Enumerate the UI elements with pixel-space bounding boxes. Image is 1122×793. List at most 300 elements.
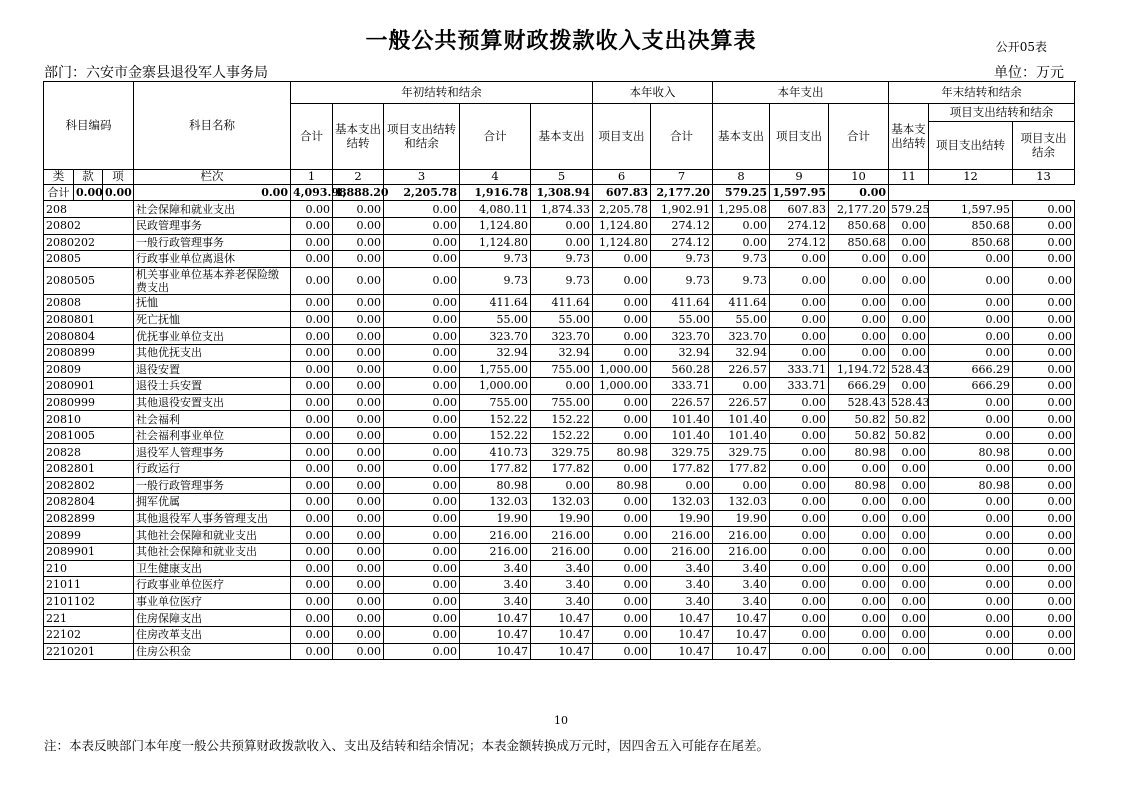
amount-cell: 0.00 (770, 328, 829, 345)
amount-cell: 1,124.80 (593, 217, 651, 234)
amount-cell: 323.70 (531, 328, 593, 345)
subject-name-cell: 其他社会保障和就业支出 (134, 527, 291, 544)
amount-cell: 19.90 (713, 510, 770, 527)
amount-cell: 0.00 (929, 251, 1013, 268)
header-group-income: 本年收入 (593, 82, 713, 104)
amount-cell: 3.40 (713, 560, 770, 577)
amount-cell: 0.00 (889, 217, 929, 234)
amount-cell: 10.47 (651, 643, 713, 660)
amount-cell: 10.47 (651, 610, 713, 627)
amount-cell: 0.00 (829, 560, 889, 577)
amount-cell: 0.00 (929, 544, 1013, 561)
amount-cell: 0.00 (1013, 577, 1075, 594)
subject-name-cell: 退役安置 (134, 361, 291, 378)
column-number: 6 (593, 170, 651, 185)
table-row (44, 593, 1075, 610)
amount-cell: 0.00 (713, 378, 770, 395)
amount-cell: 10.47 (460, 610, 531, 627)
column-number: 10 (829, 170, 889, 185)
amount-cell: 0.00 (889, 295, 929, 312)
amount-cell: 101.40 (651, 427, 713, 444)
amount-cell: 0.00 (1013, 510, 1075, 527)
amount-cell: 329.75 (651, 444, 713, 461)
total-cell: 579.25 (713, 184, 770, 201)
amount-cell: 0.00 (929, 593, 1013, 610)
amount-cell: 0.00 (593, 593, 651, 610)
amount-cell: 10.47 (460, 627, 531, 644)
amount-cell: 216.00 (713, 544, 770, 561)
amount-cell: 0.00 (829, 344, 889, 361)
amount-cell: 0.00 (770, 344, 829, 361)
amount-cell: 0.00 (829, 494, 889, 511)
amount-cell: 4,080.11 (460, 201, 531, 218)
subject-name-cell: 退役士兵安置 (134, 378, 291, 395)
subject-name-cell: 机关事业单位基本养老保险缴费支出 (134, 267, 291, 294)
amount-cell: 0.00 (384, 251, 460, 268)
header-end-project-carry: 项目支出结转 (929, 122, 1013, 170)
table-row (44, 344, 1075, 361)
amount-cell: 2,205.78 (593, 201, 651, 218)
amount-cell: 3.40 (460, 560, 531, 577)
amount-cell: 0.00 (291, 527, 333, 544)
amount-cell: 0.00 (384, 444, 460, 461)
amount-cell: 0.00 (333, 328, 384, 345)
amount-cell: 32.94 (460, 344, 531, 361)
amount-cell: 0.00 (713, 477, 770, 494)
amount-cell: 0.00 (1013, 267, 1075, 294)
table-row (44, 311, 1075, 328)
amount-cell: 0.00 (291, 544, 333, 561)
amount-cell: 1,295.08 (713, 201, 770, 218)
amount-cell: 0.00 (889, 234, 929, 251)
table-row (44, 577, 1075, 594)
total-cell: 2,205.78 (384, 184, 460, 201)
amount-cell: 0.00 (593, 527, 651, 544)
footnote: 注：本表反映部门本年度一般公共预算财政拨款收入、支出及结转和结余情况；本表金额转换成万元时，因四舍五入可能存在尾差。 (44, 738, 770, 753)
column-number: 3 (384, 170, 460, 185)
subject-code-cell: 20805 (44, 251, 134, 268)
amount-cell: 10.47 (713, 643, 770, 660)
amount-cell: 80.98 (929, 444, 1013, 461)
subject-name-cell: 社会福利事业单位 (134, 427, 291, 444)
amount-cell: 0.00 (333, 494, 384, 511)
amount-cell: 329.75 (531, 444, 593, 461)
amount-cell: 0.00 (333, 251, 384, 268)
amount-cell: 0.00 (291, 627, 333, 644)
amount-cell: 0.00 (333, 593, 384, 610)
table-row (44, 361, 1075, 378)
amount-cell: 0.00 (384, 544, 460, 561)
amount-cell: 10.47 (713, 627, 770, 644)
amount-cell: 0.00 (829, 527, 889, 544)
amount-cell: 0.00 (384, 610, 460, 627)
amount-cell: 0.00 (713, 217, 770, 234)
amount-cell: 0.00 (889, 510, 929, 527)
amount-cell: 1,902.91 (651, 201, 713, 218)
amount-cell: 0.00 (889, 311, 929, 328)
amount-cell: 0.00 (384, 527, 460, 544)
table-row (44, 560, 1075, 577)
amount-cell: 0.00 (593, 510, 651, 527)
amount-cell: 411.64 (651, 295, 713, 312)
table-row (44, 201, 1075, 218)
amount-cell: 0.00 (770, 267, 829, 294)
amount-cell: 0.00 (531, 378, 593, 395)
table-row (44, 610, 1075, 627)
amount-cell: 101.40 (713, 427, 770, 444)
amount-cell: 3.40 (651, 577, 713, 594)
amount-cell: 152.22 (460, 427, 531, 444)
amount-cell: 0.00 (929, 295, 1013, 312)
amount-cell: 0.00 (333, 217, 384, 234)
amount-cell: 0.00 (770, 411, 829, 428)
amount-cell: 0.00 (829, 251, 889, 268)
amount-cell: 0.00 (333, 427, 384, 444)
amount-cell: 3.40 (531, 560, 593, 577)
amount-cell: 0.00 (333, 444, 384, 461)
header-begin-project: 项目支出结转和结余 (384, 104, 460, 170)
amount-cell: 9.73 (531, 251, 593, 268)
amount-cell: 0.00 (291, 217, 333, 234)
amount-cell: 3.40 (460, 577, 531, 594)
subject-name-cell: 其他退役军人事务管理支出 (134, 510, 291, 527)
amount-cell: 0.00 (929, 610, 1013, 627)
header-begin-total: 合计 (291, 104, 333, 170)
amount-cell: 0.00 (333, 627, 384, 644)
amount-cell: 216.00 (531, 544, 593, 561)
amount-cell: 0.00 (384, 461, 460, 478)
amount-cell: 0.00 (1013, 328, 1075, 345)
amount-cell: 0.00 (384, 643, 460, 660)
amount-cell: 0.00 (1013, 610, 1075, 627)
header-lei: 类 (44, 170, 74, 185)
amount-cell: 0.00 (291, 251, 333, 268)
amount-cell: 9.73 (460, 267, 531, 294)
amount-cell: 226.57 (651, 394, 713, 411)
amount-cell: 333.71 (770, 378, 829, 395)
header-income-project: 项目支出 (593, 104, 651, 170)
amount-cell: 10.47 (531, 627, 593, 644)
subject-code-cell: 2080901 (44, 378, 134, 395)
amount-cell: 0.00 (829, 577, 889, 594)
subject-name-cell: 社会保障和就业支出 (134, 201, 291, 218)
amount-cell: 9.73 (460, 251, 531, 268)
amount-cell: 0.00 (333, 577, 384, 594)
amount-cell: 0.00 (291, 344, 333, 361)
total-cell: 1,308.94 (531, 184, 593, 201)
amount-cell: 0.00 (1013, 427, 1075, 444)
total-row (44, 184, 1075, 201)
amount-cell: 50.82 (829, 411, 889, 428)
amount-cell: 1,597.95 (929, 201, 1013, 218)
amount-cell: 0.00 (384, 627, 460, 644)
amount-cell: 0.00 (1013, 378, 1075, 395)
table-row (44, 411, 1075, 428)
subject-code-cell: 20828 (44, 444, 134, 461)
amount-cell: 0.00 (770, 477, 829, 494)
amount-cell: 850.68 (929, 234, 1013, 251)
header-expense-project: 项目支出 (770, 104, 829, 170)
amount-cell: 152.22 (531, 411, 593, 428)
amount-cell: 0.00 (829, 610, 889, 627)
amount-cell: 19.90 (460, 510, 531, 527)
table-row (44, 295, 1075, 312)
amount-cell: 132.03 (460, 494, 531, 511)
subject-code-cell: 21011 (44, 577, 134, 594)
amount-cell: 0.00 (829, 643, 889, 660)
amount-cell: 411.64 (460, 295, 531, 312)
amount-cell: 0.00 (889, 444, 929, 461)
amount-cell: 9.73 (651, 267, 713, 294)
subject-name-cell: 拥军优属 (134, 494, 291, 511)
amount-cell: 274.12 (651, 234, 713, 251)
subject-code-cell: 22102 (44, 627, 134, 644)
amount-cell: 0.00 (829, 311, 889, 328)
amount-cell: 0.00 (929, 560, 1013, 577)
amount-cell: 0.00 (333, 510, 384, 527)
amount-cell: 0.00 (1013, 444, 1075, 461)
amount-cell: 323.70 (460, 328, 531, 345)
header-end-basic: 基本支出结转 (889, 104, 929, 170)
amount-cell: 0.00 (291, 510, 333, 527)
amount-cell: 0.00 (651, 477, 713, 494)
table-row (44, 477, 1075, 494)
amount-cell: 0.00 (593, 251, 651, 268)
amount-cell: 0.00 (333, 411, 384, 428)
amount-cell: 0.00 (593, 328, 651, 345)
amount-cell: 50.82 (889, 411, 929, 428)
amount-cell: 32.94 (531, 344, 593, 361)
amount-cell: 9.73 (651, 251, 713, 268)
amount-cell: 0.00 (333, 378, 384, 395)
amount-cell: 0.00 (889, 328, 929, 345)
amount-cell: 0.00 (291, 311, 333, 328)
amount-cell: 0.00 (889, 477, 929, 494)
amount-cell: 216.00 (713, 527, 770, 544)
amount-cell: 0.00 (829, 544, 889, 561)
amount-cell: 0.00 (770, 544, 829, 561)
amount-cell: 0.00 (291, 593, 333, 610)
amount-cell: 55.00 (460, 311, 531, 328)
amount-cell: 1,000.00 (593, 361, 651, 378)
amount-cell: 216.00 (651, 527, 713, 544)
amount-cell: 0.00 (384, 411, 460, 428)
total-cell: 1,597.95 (770, 184, 829, 201)
amount-cell: 0.00 (333, 394, 384, 411)
subject-code-cell: 2080801 (44, 311, 134, 328)
amount-cell: 0.00 (829, 267, 889, 294)
amount-cell: 850.68 (829, 234, 889, 251)
amount-cell: 19.90 (651, 510, 713, 527)
amount-cell: 0.00 (889, 560, 929, 577)
column-number: 12 (929, 170, 1013, 185)
amount-cell: 0.00 (929, 394, 1013, 411)
header-subject-name: 科目名称 (134, 82, 291, 170)
amount-cell: 0.00 (333, 477, 384, 494)
amount-cell: 0.00 (929, 494, 1013, 511)
amount-cell: 0.00 (333, 361, 384, 378)
amount-cell: 560.28 (651, 361, 713, 378)
amount-cell: 101.40 (713, 411, 770, 428)
amount-cell: 0.00 (384, 593, 460, 610)
amount-cell: 0.00 (384, 267, 460, 294)
amount-cell: 216.00 (460, 544, 531, 561)
table-row (44, 217, 1075, 234)
amount-cell: 333.71 (770, 361, 829, 378)
amount-cell: 0.00 (929, 311, 1013, 328)
subject-code-cell: 2210201 (44, 643, 134, 660)
table-row (44, 234, 1075, 251)
amount-cell: 0.00 (713, 234, 770, 251)
amount-cell: 528.43 (889, 394, 929, 411)
amount-cell: 3.40 (531, 577, 593, 594)
header-group-begin: 年初结转和结余 (291, 82, 593, 104)
amount-cell: 0.00 (291, 361, 333, 378)
amount-cell: 0.00 (593, 610, 651, 627)
amount-cell: 0.00 (889, 494, 929, 511)
amount-cell: 0.00 (770, 295, 829, 312)
amount-cell: 274.12 (770, 234, 829, 251)
amount-cell: 2,177.20 (829, 201, 889, 218)
amount-cell: 152.22 (531, 427, 593, 444)
amount-cell: 0.00 (770, 627, 829, 644)
amount-cell: 216.00 (651, 544, 713, 561)
table-row (44, 328, 1075, 345)
amount-cell: 10.47 (531, 643, 593, 660)
subject-code-cell: 20802 (44, 217, 134, 234)
table-row (44, 378, 1075, 395)
subject-name-cell: 行政事业单位离退休 (134, 251, 291, 268)
amount-cell: 0.00 (291, 394, 333, 411)
subject-name-cell: 抚恤 (134, 295, 291, 312)
amount-cell: 177.82 (713, 461, 770, 478)
header-income-total: 合计 (460, 104, 531, 170)
amount-cell: 0.00 (889, 593, 929, 610)
amount-cell: 0.00 (929, 427, 1013, 444)
amount-cell: 0.00 (291, 461, 333, 478)
subject-code-cell: 2082804 (44, 494, 134, 511)
subject-code-cell: 2080505 (44, 267, 134, 294)
amount-cell: 0.00 (1013, 627, 1075, 644)
amount-cell: 10.47 (460, 643, 531, 660)
amount-cell: 410.73 (460, 444, 531, 461)
amount-cell: 10.47 (531, 610, 593, 627)
amount-cell: 850.68 (829, 217, 889, 234)
amount-cell: 0.00 (384, 217, 460, 234)
amount-cell: 0.00 (593, 267, 651, 294)
table-row (44, 494, 1075, 511)
total-cell: 607.83 (593, 184, 651, 201)
amount-cell: 3.40 (713, 593, 770, 610)
amount-cell: 0.00 (770, 593, 829, 610)
subject-code-cell: 20809 (44, 361, 134, 378)
amount-cell: 9.73 (713, 251, 770, 268)
amount-cell: 226.57 (713, 361, 770, 378)
amount-cell: 9.73 (531, 267, 593, 294)
amount-cell: 3.40 (713, 577, 770, 594)
subject-code-cell: 20899 (44, 527, 134, 544)
amount-cell: 274.12 (770, 217, 829, 234)
subject-code-cell: 2080202 (44, 234, 134, 251)
amount-cell: 411.64 (713, 295, 770, 312)
subject-code-cell: 20810 (44, 411, 134, 428)
amount-cell: 0.00 (333, 560, 384, 577)
amount-cell: 0.00 (384, 510, 460, 527)
subject-code-cell: 2082899 (44, 510, 134, 527)
table-row (44, 444, 1075, 461)
amount-cell: 0.00 (889, 378, 929, 395)
amount-cell: 80.98 (829, 444, 889, 461)
table-row (44, 510, 1075, 527)
subject-code-cell: 2082801 (44, 461, 134, 478)
amount-cell: 411.64 (531, 295, 593, 312)
amount-cell: 0.00 (593, 560, 651, 577)
budget-table (43, 81, 1075, 660)
amount-cell: 0.00 (770, 527, 829, 544)
amount-cell: 0.00 (770, 251, 829, 268)
amount-cell: 1,124.80 (460, 234, 531, 251)
amount-cell: 0.00 (333, 461, 384, 478)
amount-cell: 0.00 (384, 361, 460, 378)
amount-cell: 0.00 (1013, 527, 1075, 544)
subject-code-cell: 20808 (44, 295, 134, 312)
amount-cell: 0.00 (384, 344, 460, 361)
subject-name-cell: 其他优抚支出 (134, 344, 291, 361)
subject-code-cell: 2080999 (44, 394, 134, 411)
amount-cell: 0.00 (291, 477, 333, 494)
amount-cell: 0.00 (593, 295, 651, 312)
amount-cell: 0.00 (1013, 544, 1075, 561)
amount-cell: 1,755.00 (460, 361, 531, 378)
subject-name-cell: 住房公积金 (134, 643, 291, 660)
amount-cell: 0.00 (1013, 593, 1075, 610)
amount-cell: 0.00 (889, 461, 929, 478)
amount-cell: 0.00 (291, 201, 333, 218)
amount-cell: 0.00 (291, 577, 333, 594)
department-label: 部门：六安市金寨县退役军人事务局 (44, 65, 268, 81)
amount-cell: 80.98 (460, 477, 531, 494)
amount-cell: 3.40 (651, 560, 713, 577)
amount-cell: 132.03 (651, 494, 713, 511)
amount-cell: 0.00 (291, 643, 333, 660)
amount-cell: 0.00 (531, 477, 593, 494)
amount-cell: 32.94 (651, 344, 713, 361)
amount-cell: 226.57 (713, 394, 770, 411)
amount-cell: 0.00 (1013, 251, 1075, 268)
subject-name-cell: 行政事业单位医疗 (134, 577, 291, 594)
total-cell: 1,916.78 (460, 184, 531, 201)
header-kuan: 款 (74, 170, 103, 185)
amount-cell: 0.00 (889, 344, 929, 361)
header-expense-total: 合计 (651, 104, 713, 170)
amount-cell: 0.00 (770, 444, 829, 461)
amount-cell: 0.00 (889, 527, 929, 544)
amount-cell: 607.83 (770, 201, 829, 218)
amount-cell: 0.00 (593, 461, 651, 478)
column-number: 7 (651, 170, 713, 185)
subject-name-cell: 行政运行 (134, 461, 291, 478)
amount-cell: 0.00 (929, 344, 1013, 361)
amount-cell: 1,000.00 (460, 378, 531, 395)
amount-cell: 0.00 (593, 411, 651, 428)
amount-cell: 0.00 (770, 311, 829, 328)
header-end-project-surplus: 项目支出结余 (1013, 122, 1075, 170)
amount-cell: 0.00 (291, 378, 333, 395)
total-cell: 0.00 (134, 184, 291, 201)
header-lanci: 栏次 (134, 170, 291, 185)
amount-cell: 0.00 (291, 494, 333, 511)
amount-cell: 0.00 (770, 494, 829, 511)
